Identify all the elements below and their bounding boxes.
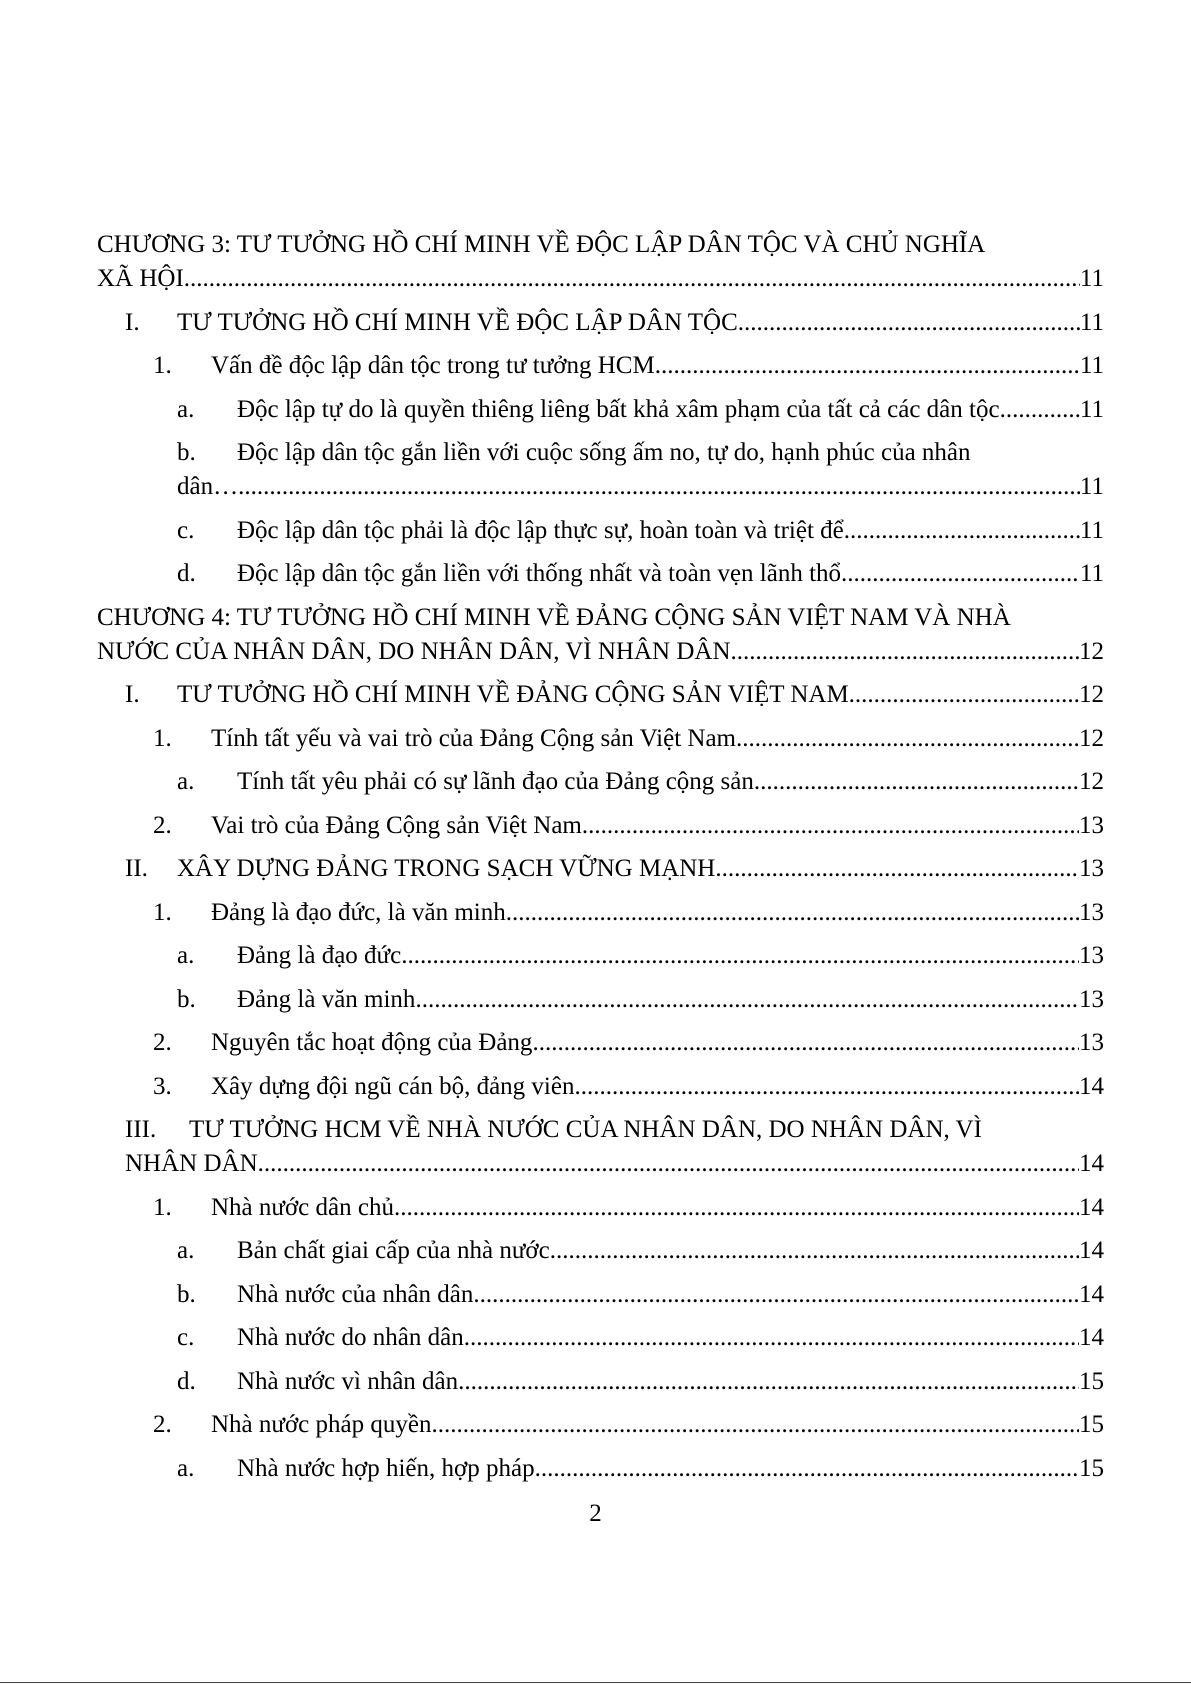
toc-item[interactable] (97, 1113, 1104, 1181)
toc-page-number: 11 (1079, 308, 1104, 336)
dot-leader (844, 514, 1080, 548)
toc-item-number: b. (177, 985, 196, 1013)
toc-item-number: 2. (153, 1411, 172, 1438)
dot-leader (849, 678, 1079, 712)
toc-chapter-3-title-line1: CHƯƠNG 3: TƯ TƯỞNG HỒ CHÍ MINH VỀ ĐỘC LẬP DÂN TỘC VÀ CHỦ NGHĨA (97, 231, 986, 258)
toc-page-number: 13 (1079, 942, 1104, 969)
toc-item[interactable] (97, 1026, 1104, 1060)
toc-item[interactable] (97, 306, 1104, 340)
dot-leader (401, 939, 1079, 973)
toc-page-number: 14 (1079, 1280, 1104, 1308)
toc-item-number: 1. (153, 352, 172, 379)
toc-item[interactable] (97, 1191, 1104, 1225)
dot-leader (464, 1321, 1079, 1355)
toc-page-number: 15 (1079, 1367, 1104, 1395)
toc-item-number: I. (125, 681, 140, 708)
toc-page-number: 15 (1079, 1411, 1104, 1438)
toc-item[interactable] (97, 852, 1104, 886)
toc-item[interactable] (97, 1234, 1104, 1268)
toc-item-number: III. (125, 1116, 157, 1143)
toc-item-number: a. (177, 942, 195, 969)
toc-chapter-3-title-line2: XÃ HỘI (97, 265, 184, 292)
toc-item-title-line1: TƯ TƯỞNG HCM VỀ NHÀ NƯỚC CỦA NHÂN DÂN, DO NHÂN DÂN, VÌ (189, 1116, 982, 1143)
dot-leader (738, 306, 1080, 340)
dot-leader (754, 765, 1079, 799)
toc-item-title-line1: Độc lập dân tộc gắn liền với cuộc sống ấm no, tự do, hạnh phúc của nhân (237, 439, 971, 466)
toc-item[interactable] (97, 1321, 1104, 1355)
toc-item[interactable] (97, 678, 1104, 712)
toc-item[interactable] (97, 436, 1104, 504)
toc-item-number: a. (177, 768, 195, 795)
toc-item-title: Đảng là đạo đức (237, 942, 402, 969)
toc-item-number: b. (177, 1280, 196, 1308)
dot-leader (431, 1408, 1079, 1442)
toc-item-number: a. (177, 1454, 195, 1482)
dot-leader (238, 470, 1080, 504)
dot-leader (550, 1234, 1079, 1268)
dot-leader (535, 1452, 1079, 1486)
toc-item-title: Độc lập dân tộc gắn liền với thống nhất và toàn vẹn lãnh thổ (237, 560, 842, 587)
dot-leader (1006, 393, 1080, 427)
dot-leader (532, 1026, 1079, 1060)
toc-item-title: Nhà nước hợp hiến, hợp pháp (237, 1454, 535, 1482)
toc-item-title: Nhà nước dân chủ (211, 1193, 394, 1221)
toc-item-title: TƯ TƯỞNG HỒ CHÍ MINH VỀ ĐỘC LẬP DÂN TỘC (177, 308, 738, 336)
dot-leader (582, 809, 1079, 843)
toc-item-title: Tính tất yêu phải có sự lãnh đạo của Đảng cộng sản (237, 768, 754, 795)
toc-item-number: b. (177, 439, 196, 466)
toc-item[interactable] (97, 1365, 1104, 1399)
toc-item-title: Độc lập dân tộc phải là độc lập thực sự, hoàn toàn và triệt để (237, 516, 844, 544)
toc-chapter-4-title-line1: CHƯƠNG 4: TƯ TƯỞNG HỒ CHÍ MINH VỀ ĐẢNG CỘNG SẢN VIỆT NAM VÀ NHÀ (97, 603, 1011, 631)
toc-item-title: Đảng là văn minh (237, 985, 416, 1013)
toc-page-number: 14 (1079, 1324, 1104, 1351)
toc-page-number: 13 (1079, 985, 1104, 1013)
toc-item[interactable] (97, 1408, 1104, 1442)
toc-item-number: 1. (153, 898, 172, 926)
toc-item[interactable] (97, 809, 1104, 843)
toc-item-title: Nhà nước vì nhân dân (237, 1367, 459, 1395)
dot-leader (473, 1278, 1079, 1312)
toc-page-number: 11 (1079, 265, 1104, 292)
toc-page-number: 12 (1079, 637, 1104, 665)
toc-item-title: Nhà nước do nhân dân (237, 1324, 464, 1351)
dot-leader (736, 722, 1079, 756)
dot-leader (574, 1070, 1079, 1104)
toc-item[interactable] (97, 1070, 1104, 1104)
toc-item-title: TƯ TƯỞNG HỒ CHÍ MINH VỀ ĐẢNG CỘNG SẢN VIỆT NAM (177, 681, 849, 708)
toc-item-title: Vấn đề độc lập dân tộc trong tư tưởng HCM (211, 352, 655, 379)
toc-item-title: XÂY DỰNG ĐẢNG TRONG SẠCH VỮNG MẠNH (177, 855, 716, 882)
toc-item-number: I. (125, 308, 140, 336)
table-of-contents (97, 228, 1104, 1495)
dot-leader (506, 896, 1079, 930)
toc-page-number: 14 (1079, 1150, 1104, 1177)
toc-chapter-3[interactable] (97, 228, 1104, 296)
toc-item-number: II. (125, 855, 148, 882)
dot-leader (258, 1147, 1079, 1181)
toc-page-number: 11 (1079, 473, 1104, 500)
toc-page-number: 13 (1079, 1029, 1104, 1056)
toc-item-number: d. (177, 560, 196, 587)
toc-item[interactable] (97, 1452, 1104, 1486)
toc-item-number: a. (177, 1237, 195, 1264)
dot-leader (394, 1191, 1079, 1225)
toc-page-number: 12 (1079, 724, 1104, 752)
toc-item[interactable] (97, 765, 1104, 799)
toc-chapter-4[interactable] (97, 601, 1104, 669)
toc-item[interactable] (97, 514, 1104, 548)
toc-page-number: 11 (1079, 352, 1104, 379)
toc-page-number: 11 (1079, 395, 1104, 423)
dot-leader (731, 635, 1079, 669)
toc-page-number: 15 (1079, 1454, 1104, 1482)
toc-page-number: 14 (1079, 1237, 1104, 1264)
toc-item-number: 1. (153, 1193, 172, 1221)
toc-item[interactable] (97, 983, 1104, 1017)
toc-item-title: Bản chất giai cấp của nhà nước (237, 1237, 550, 1264)
toc-chapter-4-title-line2: NƯỚC CỦA NHÂN DÂN, DO NHÂN DÂN, VÌ NHÂN DÂN (97, 637, 731, 665)
toc-item-title: Nhà nước của nhân dân (237, 1280, 474, 1308)
toc-item-title: Nhà nước pháp quyền (211, 1411, 432, 1438)
dot-leader (415, 983, 1079, 1017)
toc-page-number: 12 (1079, 681, 1104, 708)
dot-leader (841, 557, 1080, 591)
toc-page-number: 11 (1079, 560, 1104, 587)
toc-item-number: 2. (153, 1029, 172, 1056)
toc-item[interactable] (97, 939, 1104, 973)
toc-item-title: Tính tất yếu và vai trò của Đảng Cộng sản Việt Nam (211, 724, 736, 752)
toc-page-number: 13 (1079, 855, 1104, 882)
dot-leader (458, 1365, 1079, 1399)
page-number: 2 (589, 1500, 602, 1527)
toc-item-number: 1. (153, 724, 172, 752)
dot-leader (655, 349, 1080, 383)
toc-page-number: 13 (1079, 811, 1104, 839)
toc-item[interactable] (97, 557, 1104, 591)
toc-item-title-line2: dân… (177, 473, 239, 500)
toc-item[interactable] (97, 896, 1104, 930)
toc-item-title: Nguyên tắc hoạt động của Đảng (211, 1029, 533, 1056)
dot-leader (715, 852, 1079, 886)
toc-page-number: 11 (1079, 516, 1104, 544)
toc-item[interactable] (97, 393, 1104, 427)
toc-item[interactable] (97, 722, 1104, 756)
toc-item-number: 3. (153, 1072, 172, 1100)
toc-item-number: a. (177, 395, 195, 423)
toc-item-title-line2: NHÂN DÂN (125, 1150, 258, 1177)
toc-page-number: 13 (1079, 898, 1104, 926)
toc-item-number: d. (177, 1367, 196, 1395)
dot-leader (184, 262, 1080, 296)
toc-item[interactable] (97, 1278, 1104, 1312)
toc-item-number: 2. (153, 811, 172, 839)
page-edge-divider (0, 1682, 1191, 1683)
toc-page-number: 14 (1079, 1193, 1104, 1221)
toc-item-number: c. (177, 516, 195, 544)
toc-item-title: Vai trò của Đảng Cộng sản Việt Nam (211, 811, 582, 839)
toc-item-number: c. (177, 1324, 195, 1351)
toc-item[interactable] (97, 349, 1104, 383)
toc-item-title: Xây dựng đội ngũ cán bộ, đảng viên (211, 1072, 575, 1100)
toc-item-title: Đảng là đạo đức, là văn minh (211, 898, 506, 926)
toc-item-title: Độc lập tự do là quyền thiêng liêng bất khả xâm phạm của tất cả các dân tộc. (237, 395, 1006, 423)
toc-page-number: 14 (1079, 1072, 1104, 1100)
toc-page-number: 12 (1079, 768, 1104, 795)
